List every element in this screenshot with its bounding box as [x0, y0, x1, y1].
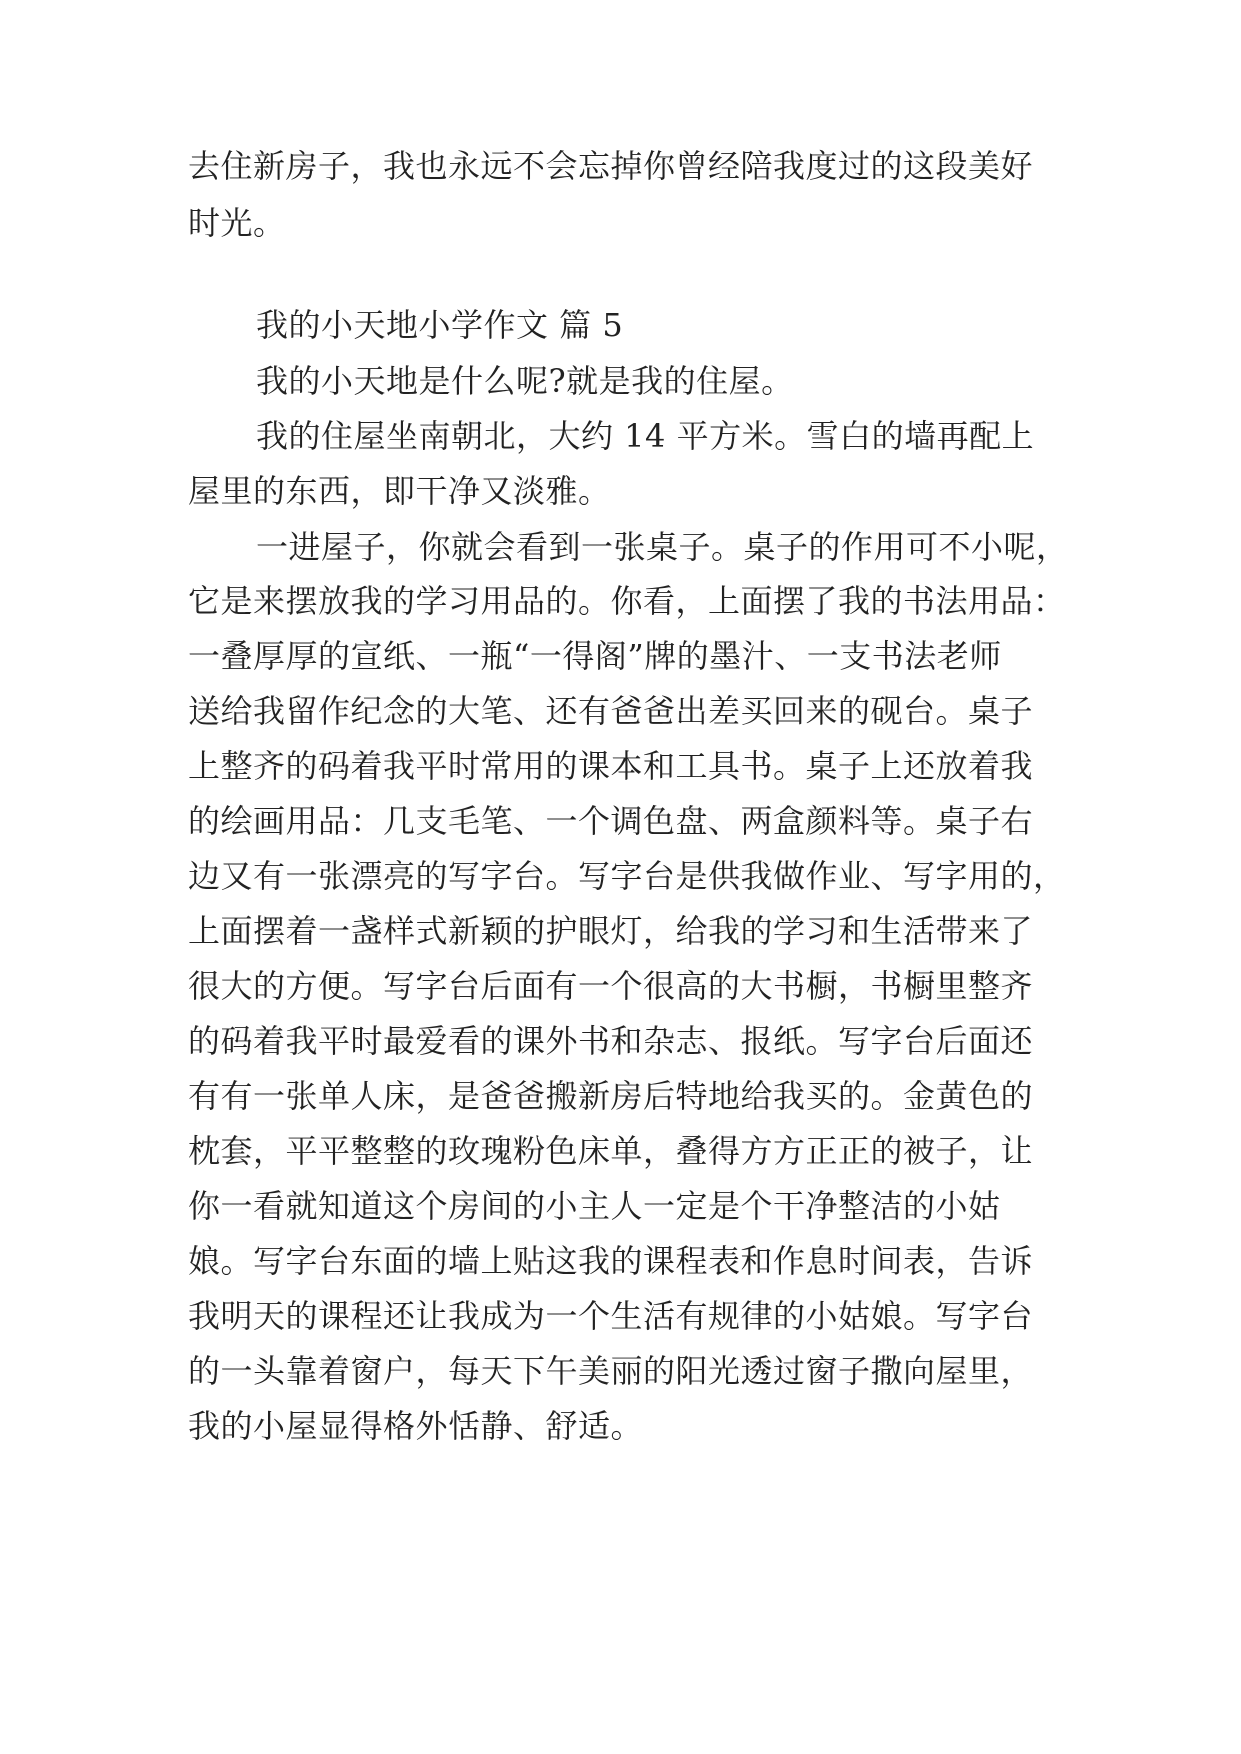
section-title: 我的小天地小学作文 篇 5: [256, 306, 624, 344]
paragraph-line: 娘。写字台东面的墙上贴这我的课程表和作息时间表，告诉: [188, 1242, 1034, 1280]
paragraph-line: 一叠厚厚的宣纸、一瓶“一得阁”牌的墨汁、一支书法老师: [188, 637, 1002, 675]
paragraph-line: 送给我留作纪念的大笔、还有爸爸出差买回来的砚台。桌子: [188, 692, 1034, 730]
paragraph-line: 枕套，平平整整的玫瑰粉色床单，叠得方方正正的被子，让: [188, 1132, 1034, 1170]
paragraph-line: 屋里的东西，即干净又淡雅。: [188, 472, 611, 510]
text-line: 去住新房子，我也永远不会忘掉你曾经陪我度过的这段美好: [188, 147, 1034, 185]
paragraph-line: 边又有一张漂亮的写字台。写字台是供我做作业、写字用的，: [188, 857, 1066, 895]
paragraph-line: 我明天的课程还让我成为一个生活有规律的小姑娘。写字台: [188, 1297, 1034, 1335]
paragraph-line: 我的小屋显得格外恬静、舒适。: [188, 1407, 644, 1445]
paragraph-line: 有有一张单人床，是爸爸搬新房后特地给我买的。金黄色的: [188, 1077, 1034, 1115]
paragraph-line: 上整齐的码着我平时常用的课本和工具书。桌子上还放着我: [188, 747, 1034, 785]
paragraph-line: 我的小天地是什么呢?就是我的住屋。: [256, 362, 794, 400]
text-line: 时光。: [188, 204, 286, 242]
paragraph-line: 我的住屋坐南朝北，大约 14 平方米。雪白的墙再配上: [256, 417, 1035, 455]
paragraph-line: 上面摆着一盏样式新颖的护眼灯，给我的学习和生活带来了: [188, 912, 1034, 950]
paragraph-line: 你一看就知道这个房间的小主人一定是个干净整洁的小姑: [188, 1187, 1001, 1225]
paragraph-line: 的一头靠着窗户，每天下午美丽的阳光透过窗子撒向屋里，: [188, 1352, 1034, 1390]
paragraph-line: 一进屋子，你就会看到一张桌子。桌子的作用可不小呢，: [256, 528, 1069, 566]
paragraph-line: 的绘画用品：几支毛笔、一个调色盘、两盒颜料等。桌子右: [188, 802, 1034, 840]
paragraph-line: 它是来摆放我的学习用品的。你看，上面摆了我的书法用品：: [188, 582, 1066, 620]
paragraph-line: 的码着我平时最爱看的课外书和杂志、报纸。写字台后面还: [188, 1022, 1034, 1060]
paragraph-line: 很大的方便。写字台后面有一个很高的大书橱，书橱里整齐: [188, 967, 1034, 1005]
